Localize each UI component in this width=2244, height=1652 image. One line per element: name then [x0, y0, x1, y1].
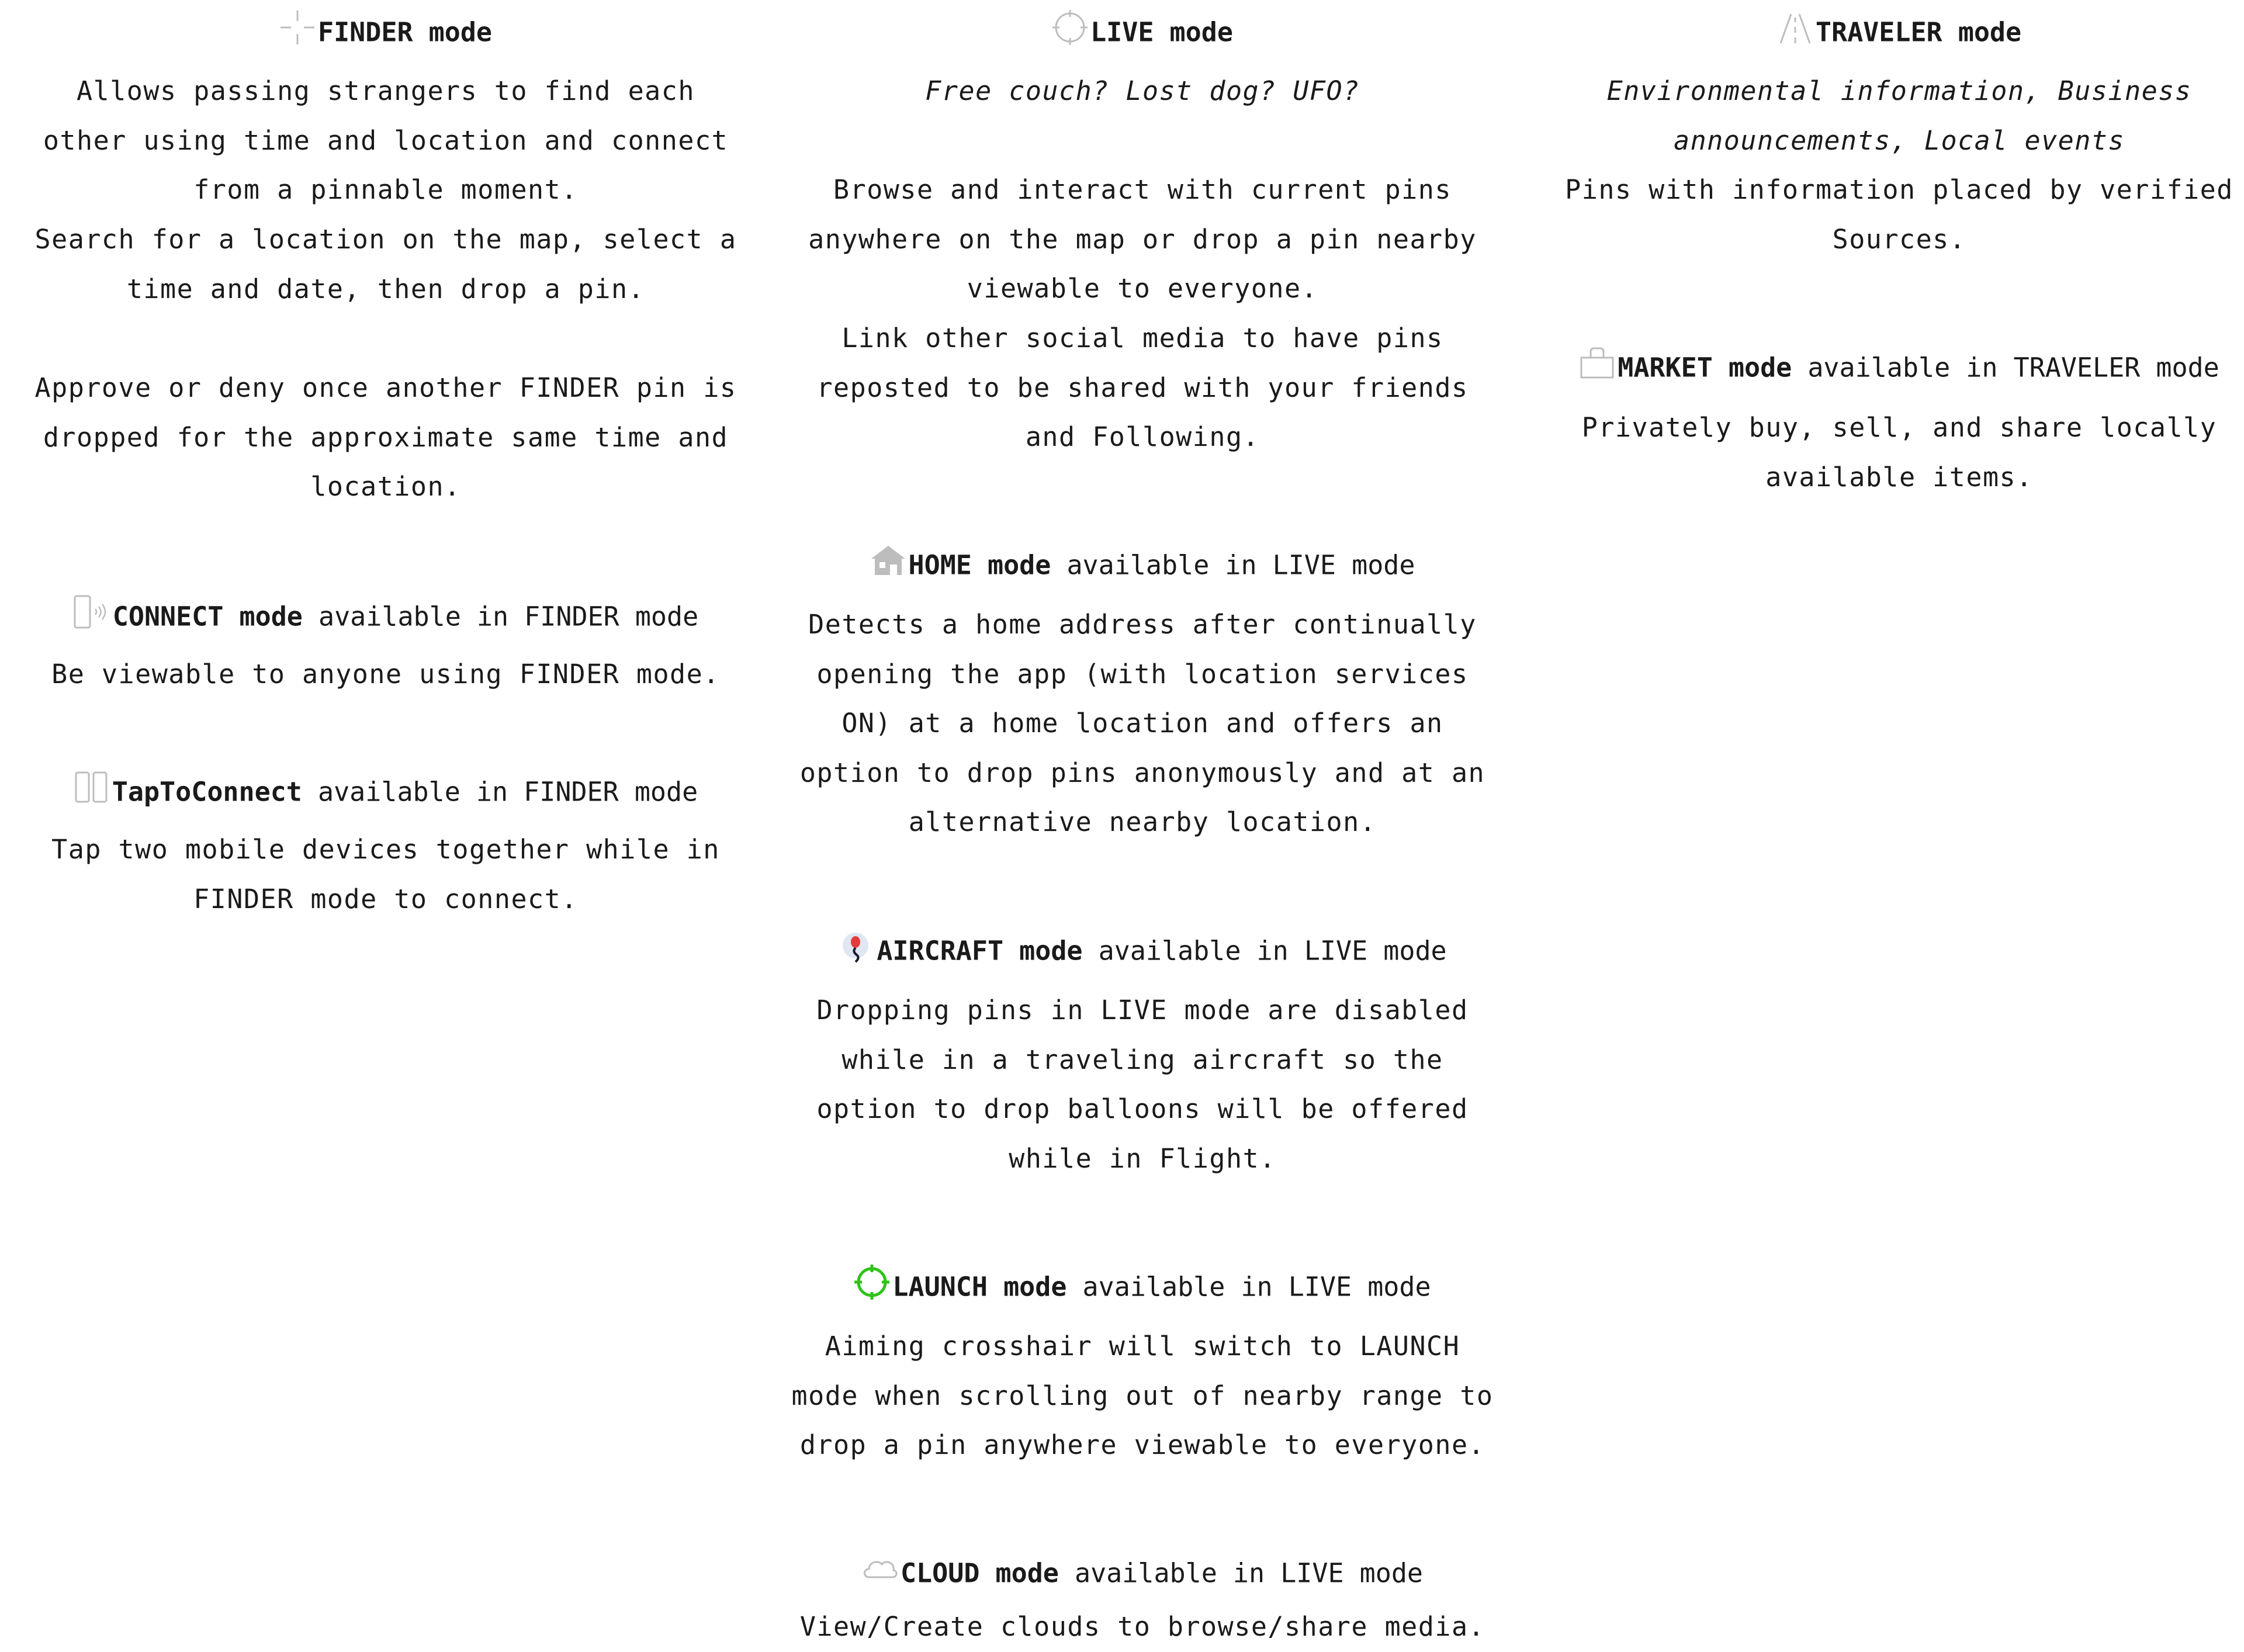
balloon-icon	[838, 928, 874, 973]
cloud-mode-description: View/Create clouds to browse/share media.	[799, 1611, 1485, 1642]
live-mode-title: LIVE mode	[786, 12, 1499, 57]
traveler-mode-title: TRAVELER mode	[1543, 12, 2244, 57]
connect-mode-description: Be viewable to anyone using FINDER mode.	[51, 659, 720, 690]
crosshair-circle-icon	[1052, 9, 1088, 54]
finder-description: Allows passing strangers to find each other using time and location and connect from a pinnable moment.	[43, 75, 729, 205]
launch-mode-title: LAUNCH mode available in LIVE mode	[786, 1266, 1499, 1311]
traveler-description: Pins with information placed by verified Sources.	[1565, 174, 2233, 255]
live-description: Browse and interact with current pins anywhere on the map or drop a pin nearby viewable to everyone.	[808, 174, 1477, 304]
live-tagline: Free couch? Lost dog? UFO?	[925, 75, 1360, 106]
launch-mode-description: Aiming crosshair will switch to LAUNCH mode when scrolling out of nearby range to drop a pin anywhere viewable to everyone.	[791, 1331, 1494, 1460]
house-icon	[870, 542, 906, 587]
live-social-text: Link other social media to have pins reposted to be shared with your friends and Following.	[816, 323, 1469, 452]
market-mode-title: MARKET mode available in TRAVELER mode	[1543, 347, 2244, 392]
taptoconnect-title: TapToConnect available in FINDER mode	[29, 771, 742, 816]
green-crosshair-icon	[854, 1264, 890, 1309]
shopping-bag-icon	[1579, 345, 1615, 390]
crosshair-dashed-icon	[279, 9, 316, 54]
traveler-tagline: Environmental information, Business announcements, Local events	[1606, 75, 2192, 156]
cloud-icon	[862, 1550, 898, 1595]
finder-instructions: Search for a location on the map, select a time and date, then drop a pin.	[34, 224, 737, 304]
connect-mode-title: CONNECT mode available in FINDER mode	[29, 596, 742, 641]
home-mode-description: Detects a home address after continually opening the app (with location services ON) at a home location and offers an option to drop pins anonymously and at an alternative nearby location.	[799, 609, 1485, 837]
finder-mode-title: FINDER mode	[29, 12, 742, 57]
cloud-mode-title: CLOUD mode available in LIVE mode	[786, 1553, 1499, 1598]
aircraft-mode-description: Dropping pins in LIVE mode are disabled while in a traveling aircraft so the option to drop balloons will be offered while in Flight.	[816, 995, 1469, 1174]
finder-approve-text: Approve or deny once another FINDER pin is dropped for the approximate same time and location.	[34, 372, 737, 502]
aircraft-mode-title: AIRCRAFT mode available in LIVE mode	[786, 930, 1499, 975]
taptoconnect-description: Tap two mobile devices together while in FINDER mode to connect.	[51, 834, 720, 915]
market-mode-description: Privately buy, sell, and share locally available items.	[1581, 412, 2217, 493]
phone-signal-icon	[73, 594, 110, 639]
home-mode-title: HOME mode available in LIVE mode	[786, 545, 1499, 590]
two-phones-icon	[74, 769, 110, 814]
road-icon	[1777, 9, 1813, 54]
